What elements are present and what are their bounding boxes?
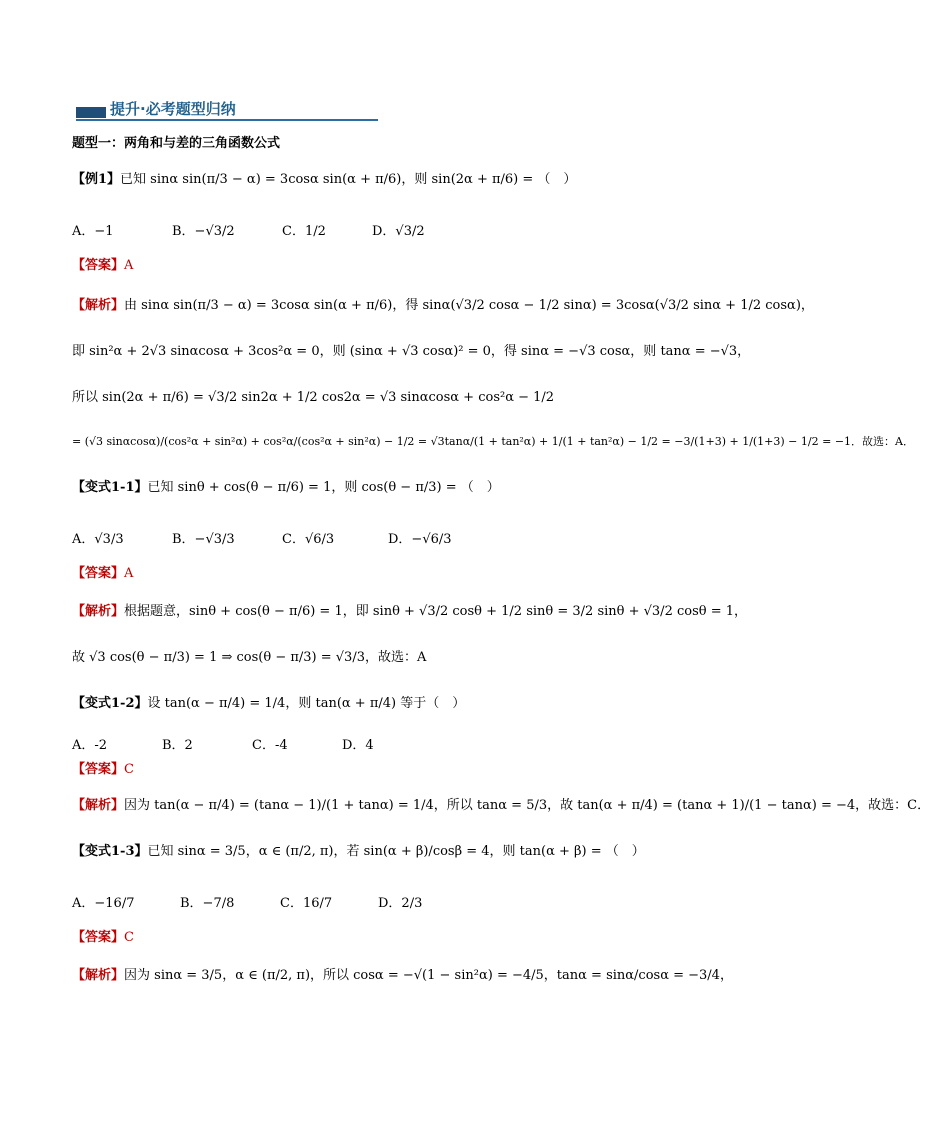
variant-1-2-analysis-line-1 (72, 796, 930, 816)
variant-1-1-analysis-line-1 (72, 602, 747, 622)
topic-title: 题型一：两角和与差的三角函数公式 (72, 136, 281, 151)
section-header (76, 98, 378, 120)
example-1-stem (72, 170, 576, 190)
answer-label: 【答案】 (72, 930, 125, 945)
option-a: A．√3/3 (72, 532, 124, 547)
example-1-analysis-line-1 (72, 296, 814, 316)
option-b: B．2 (162, 738, 193, 753)
example-1-analysis-line-2: 即 sin²α + 2√3 sinαcosα + 3cos²α = 0，则 (sinα + √3 cosα)² = 0，得 sinα = −√3 cosα，则 tanα = −√3， (72, 344, 751, 359)
answer-value: A (124, 258, 134, 273)
option-a: A．-2 (72, 738, 108, 753)
example-1-analysis-line-4: = (√3 sinαcosα)/(cos²α + sin²α) + cos²α/(cos²α + sin²α) − 1/2 = √3tanα/(1 + tan²α) + 1/(1 + tan²α) − 1/2 = −3/(1+3) + 1/(1+3) − 1/2 = −1．故选：A． (72, 435, 914, 448)
variant-1-3-text: 已知 sinα = 3/5，α ∈ (π/2, π)，若 sin(α + β)/cosβ = 4，则 tan(α + β) = （ ） (147, 844, 645, 859)
option-b: B．−√3/2 (172, 224, 235, 239)
analysis-text: 因为 tan(α − π/4) = (tanα − 1)/(1 + tanα) = 1/4，所以 tanα = 5/3，故 tan(α + π/4) = (tanα + 1)/(1 − tanα) = −4，故选：C． (124, 798, 930, 813)
variant-1-3-analysis-line-1 (72, 966, 733, 986)
variant-1-1-text: 已知 sinθ + cos(θ − π/6) = 1，则 cos(θ − π/3) = （ ） (147, 480, 500, 495)
variant-1-2-text: 设 tan(α − π/4) = 1/4，则 tan(α + π/4) 等于（ ） (147, 696, 466, 711)
option-a: A．−1 (72, 224, 114, 239)
answer-label: 【答案】 (72, 762, 125, 777)
option-d: D．−√6/3 (388, 532, 452, 547)
variant-1-1-stem (72, 478, 500, 498)
example-1-label: 【例1】 (72, 172, 121, 187)
option-d: D．2/3 (378, 896, 423, 911)
variant-1-2-stem (72, 694, 465, 714)
section-title: 提升·必考题型归纳 (110, 100, 236, 118)
analysis-text: 由 sinα sin(π/3 − α) = 3cosα sin(α + π/6)，得 sinα(√3/2 cosα − 1/2 sinα) = 3cosα(√3/2 sinα + 1/2 cosα)， (124, 298, 814, 313)
option-c: C．√6/3 (282, 532, 335, 547)
variant-1-2-answer (72, 760, 134, 780)
variant-1-3-label: 【变式1-3】 (72, 844, 148, 859)
answer-value: C (124, 930, 134, 945)
option-c: C．-4 (252, 738, 288, 753)
variant-1-2-label: 【变式1-2】 (72, 696, 148, 711)
option-d: D．4 (342, 738, 374, 753)
variant-1-1-analysis-line-2: 故 √3 cos(θ − π/3) = 1 ⇒ cos(θ − π/3) = √3/3，故选：A (72, 650, 427, 665)
example-1-answer (72, 256, 133, 276)
answer-label: 【答案】 (72, 566, 125, 581)
analysis-label: 【解析】 (72, 298, 125, 313)
analysis-label: 【解析】 (72, 604, 125, 619)
variant-1-1-answer (72, 564, 133, 584)
option-a: A．−16/7 (72, 896, 135, 911)
answer-value: A (124, 566, 134, 581)
answer-label: 【答案】 (72, 258, 125, 273)
section-underline (76, 119, 378, 121)
analysis-text: 因为 sinα = 3/5，α ∈ (π/2, π)，所以 cosα = −√(1 − sin²α) = −4/5，tanα = sinα/cosα = −3/4， (124, 968, 733, 983)
option-b: B．−√3/3 (172, 532, 235, 547)
variant-1-1-label: 【变式1-1】 (72, 480, 148, 495)
answer-value: C (124, 762, 134, 777)
variant-1-3-stem (72, 842, 645, 862)
section-marker-bar (76, 107, 106, 118)
variant-1-3-answer (72, 928, 134, 948)
example-1-text: 已知 sinα sin(π/3 − α) = 3cosα sin(α + π/6)，则 sin(2α + π/6) = （ ） (120, 172, 577, 187)
analysis-label: 【解析】 (72, 798, 125, 813)
option-b: B．−7/8 (180, 896, 235, 911)
analysis-text: 根据题意，sinθ + cos(θ − π/6) = 1，即 sinθ + √3/2 cosθ + 1/2 sinθ = 3/2 sinθ + √3/2 cosθ = 1， (124, 604, 748, 619)
example-1-analysis-line-3: 所以 sin(2α + π/6) = √3/2 sin2α + 1/2 cos2α = √3 sinαcosα + cos²α − 1/2 (72, 390, 555, 405)
option-c: C．1/2 (282, 224, 326, 239)
option-c: C．16/7 (280, 896, 333, 911)
analysis-label: 【解析】 (72, 968, 125, 983)
option-d: D．√3/2 (372, 224, 425, 239)
